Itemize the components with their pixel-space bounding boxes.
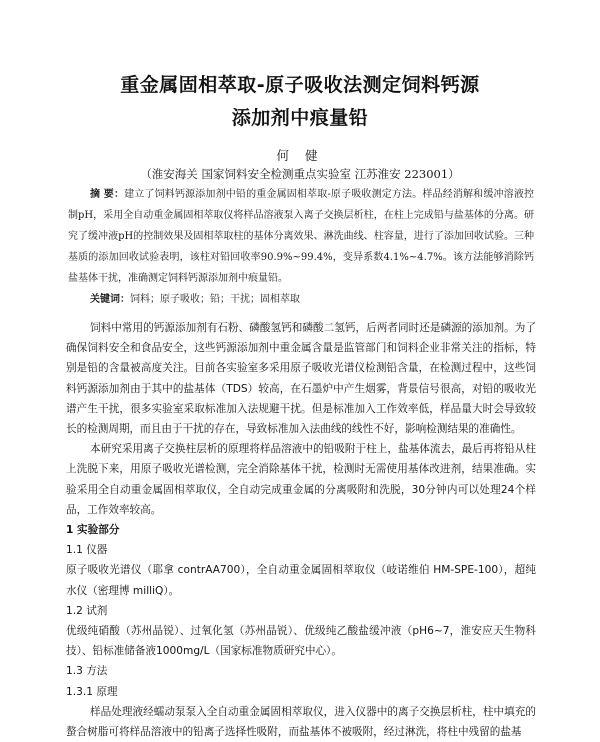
abstract-label: 摘 要：	[90, 189, 125, 200]
body-text	[66, 318, 536, 742]
intro-paragraph-2: 本研究采用离子交换柱层析的原理将样品溶液中的铅吸附于柱上，盐基体流去，最后再将铅从柱上洗脱下来，用原子吸收光谱检测，完全消除基体干扰，检测时无需使用基体改进剂，结果准确。实验采用全自动重金属固相萃取仪，全自动完成重金属的分离吸附和洗脱，30分钟内可以处理24个样品，工作效率较高。	[66, 443, 536, 516]
author-affiliation: （淮安海关 国家饲料安全检测重点实验室 江苏淮安 223001）	[140, 167, 460, 181]
paper-title-line-2: 添加剂中痕量铅	[231, 107, 369, 129]
subsection-heading-instruments: 1.1 仪器	[66, 544, 108, 557]
instruments-text: 原子吸收光谱仪（耶拿 contrAA700），全自动重金属固相萃取仪（岐诺维伯 HM-SPE-100），超纯水仪（密理博 milliQ）。	[66, 564, 536, 597]
keywords-label: 关键词：	[90, 294, 130, 305]
author-name: 何 健	[276, 148, 324, 163]
intro-paragraph-1: 饲料中常用的钙源添加剂有石粉、磷酸氢钙和磷酸二氢钙，后两者同时还是磷源的添加剂。为了确保饲料安全和食品安全，这些钙源添加剂中重金属含量是监管部门和饲料企业非常关注的指标，特别是铅的含量被高度关注。目前各实验室多采用原子吸收光谱仪检测铅含量，在检测过程中，这些饲料钙源添加剂由于其中的盐基体（TDS）较高，在石墨炉中产生烟雾，背景信号很高，对铅的吸收光谱产生干扰，很多实验室采取标准加入法规避干扰。但是标准加入工作效率低，样品量大时会导致较长的检测周期，而且由于干扰的存在，导致标准加入法曲线的线性不好，影响检测结果的准确性。	[66, 322, 536, 436]
paper-title-line-1: 重金属固相萃取-原子吸收法测定饲料钙源	[120, 74, 480, 96]
subsection-heading-reagents: 1.2 试剂	[66, 604, 108, 617]
keywords	[68, 289, 534, 310]
section-heading-experimental: 1 实验部分	[66, 524, 120, 537]
reagents-text: 优级纯硝酸（苏州晶锐）、过氧化氢（苏州晶锐）、优级纯乙酸盐缓冲液（pH6~7，淮安应天生物科技）、铅标准储备液1000mg/L（国家标准物质研究中心）。	[66, 625, 536, 658]
principle-text: 样品处理液经蠕动泵泵入全自动重金属固相萃取仪，进入仪器中的离子交换层析柱，柱中填充的螯合树脂可将样品溶液中的铅离子选择性吸附，而盐基体不被吸附，经过淋洗，将柱中残留的盐基	[66, 705, 536, 739]
keywords-text: 饲料；原子吸收；铅；干扰；固相萃取	[130, 294, 300, 305]
abstract	[68, 184, 534, 289]
subsubsection-heading-principle: 1.3.1 原理	[66, 685, 118, 698]
subsection-heading-method: 1.3 方法	[66, 665, 108, 678]
abstract-text: 建立了饲料钙源添加剂中铅的重金属固相萃取-原子吸收测定方法。样品经消解和缓冲溶液控制pH，采用全自动重金属固相萃取仪将样品溶液泵入离子交换层析柱，在柱上完成铅与盐基体的分离。研究了缓冲液pH的控制效果及固相萃取柱的基体分离效果、淋洗曲线、柱容量，进行了添加回收试验。三种基质的添加回收试验表明，该柱对铅回收率90.9%~99.4%，变异系数4.1%~4.7%。该方法能够消除钙盐基体干扰，准确测定饲料钙源添加剂中痕量铅。	[68, 189, 534, 284]
